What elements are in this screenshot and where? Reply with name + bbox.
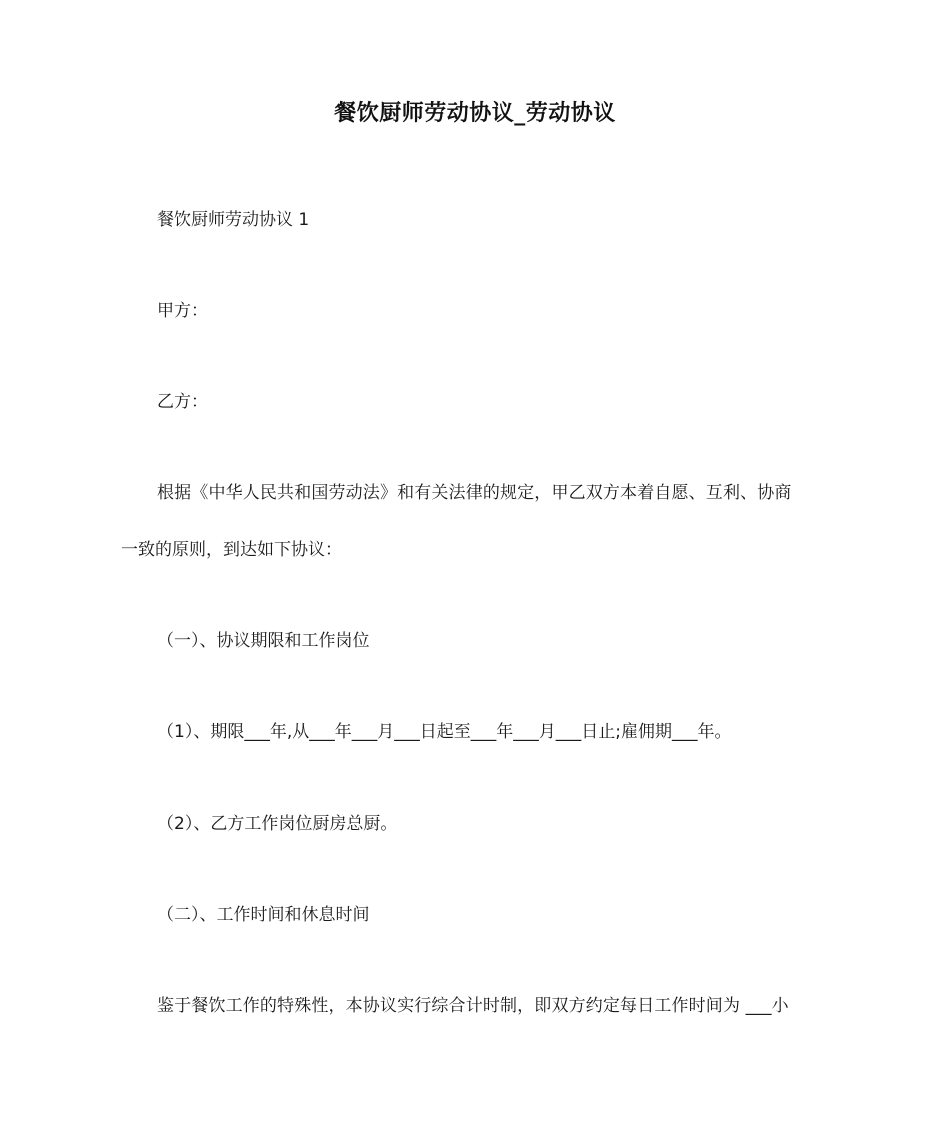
contract-subtitle: 餐饮厨师劳动协议 1	[157, 210, 310, 230]
working-hours-paragraph: 鉴于餐饮工作的特殊性，本协议实行综合计时制，即双方约定每日工作时间为 ___小	[157, 996, 789, 1016]
section-heading-term: （一）、协议期限和工作岗位	[157, 631, 370, 651]
clause-position: （2）、乙方工作岗位厨房总厨。	[157, 814, 398, 834]
clause-term-period: （1）、期限___年,从___年___月___日起至___年___月___日止;雇佣期___年。	[157, 722, 732, 742]
party-a-label: 甲方：	[157, 301, 208, 321]
section-heading-hours: （二）、工作时间和休息时间	[157, 905, 370, 925]
preamble-line-1: 根据《中华人民共和国劳动法》和有关法律的规定，甲乙双方本着自愿、互利、协商	[157, 483, 792, 503]
party-b-label: 乙方：	[157, 392, 208, 412]
preamble-line-2: 一致的原则，到达如下协议：	[121, 540, 342, 560]
document-title: 餐饮厨师劳动协议_劳动协议	[334, 101, 616, 126]
